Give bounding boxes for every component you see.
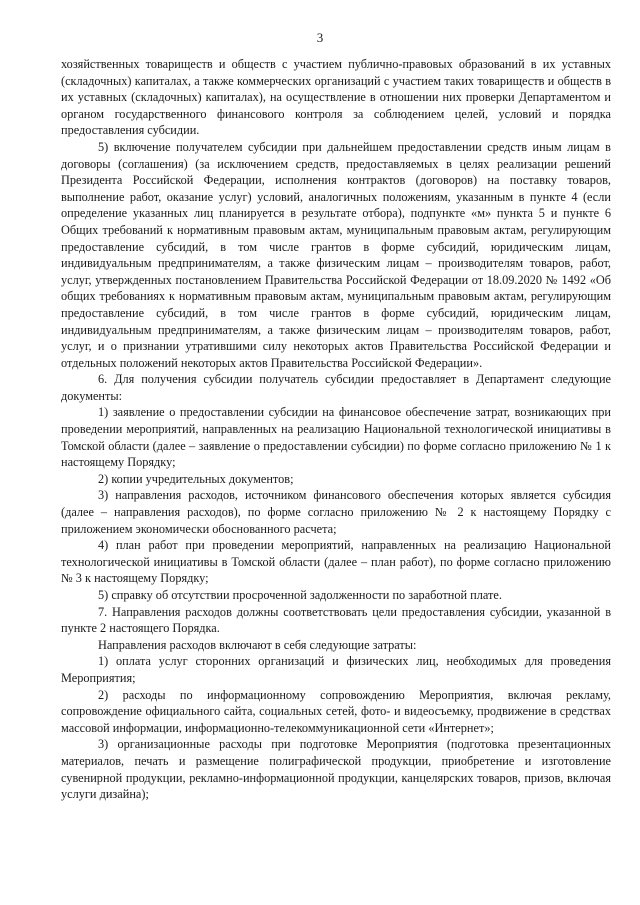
list-item-founding-documents: 2) копии учредительных документов; [98,471,294,486]
page-number: 3 [316,30,324,45]
list-item-organizational-expenses: 3) организационные расходы при подготовке Мероприятия (подготовка презентационных материалов, печать и размещение полиграфической продукции, приобретение и изготовление сувенирной продукции, рекламно-информационной продукции, канцелярских товаров, призов, включая услуги дизайна); [61,737,611,802]
list-item-information-support: 2) расходы по информационному сопровождению Мероприятия, включая рекламу, сопровождение официального сайта, социальных сетей, фото- и видеосъемку, продвижение в средствах массовой информации, информационно-телекоммуникационной сети «Интернет»; [61,687,611,735]
paragraph-continuation: хозяйственных товариществ и обществ с участием публично-правовых образований в их уставных (складочных) капиталах, а также коммерческих организаций с участием таких товариществ и обществ в их уставных (складочных) капиталах), на осуществление в отношении них проверки Департаментом и органом государственного финансового контроля за соблюдением целей, условий и порядка предоставления субсидии. [61,57,611,138]
list-item-salary-certificate: 5) справку об отсутствии просроченной задолженности по заработной плате. [98,588,502,602]
document-body [61,56,611,803]
paragraph-item-5: 5) включение получателем субсидии при дальнейшем предоставлении средств иным лицам в договоры (соглашения) (за исключением средств, предоставляемых в целях реализации решений Президента Российской Федерации, исполнения контрактов (договоров) на поставку товаров, выполнение работ, оказание услуг) условий, аналогичных положениям, указанным в пункте 4 (если определение указанных лиц планируется в результате отбора), подпункте «м» пункта 5 и пункте 6 Общих требований к нормативным правовым актам, муниципальным правовым актам, регулирующим предоставление субсидий, в том числе грантов в форме субсидий, юридическим лицам, индивидуальным предпринимателям, а также физическим лицам – производителям товаров, работ, услуг, утвержденных постановлением Правительства Российской Федерации от 18.09.2020 № 1492 «Об общих требованиях к нормативным правовым актам, муниципальным правовым актам, регулирующим предоставление субсидий, в том числе грантов в форме субсидий, юридическим лицам, индивидуальным предпринимателям, а также физическим лицам – производителям товаров, работ, услуг, и о признании утратившими силу некоторых актов Правительства Российской Федерации и отдельных положений некоторых актов Правительства Российской Федерации». [61,139,611,370]
list-item-expense-directions: 3) направления расходов, источником финансового обеспечения которых является субсидия (далее – направления расходов), по форме согласно приложению № 2 к настоящему Порядку с приложением экономически обоснованного расчета; [61,488,611,536]
list-item-application: 1) заявление о предоставлении субсидии на финансовое обеспечение затрат, возникающих при проведении мероприятий, направленных на реализацию Национальной технологической инициативы в Томской области (далее – заявление о предоставлении субсидии) по форме согласно приложению № 1 к настоящему Порядку; [61,405,611,470]
paragraph-section-7: 7. Направления расходов должны соответствовать цели предоставления субсидии, указанной в пункте 2 настоящего Порядка. [61,604,611,636]
paragraph-expenses-intro: Направления расходов включают в себя следующие затраты: [98,637,417,652]
list-item-work-plan: 4) план работ при проведении мероприятий, направленных на реализацию Национальной технологической инициативы в Томской области (далее – план работ), по форме согласно приложению № 3 к настоящему Порядку; [61,538,611,586]
list-item-third-party-services: 1) оплата услуг сторонних организаций и физических лиц, необходимых для проведения Мероприятия; [61,654,611,685]
paragraph-section-6: 6. Для получения субсидии получатель субсидии предоставляет в Департамент следующие документы: [61,372,611,403]
